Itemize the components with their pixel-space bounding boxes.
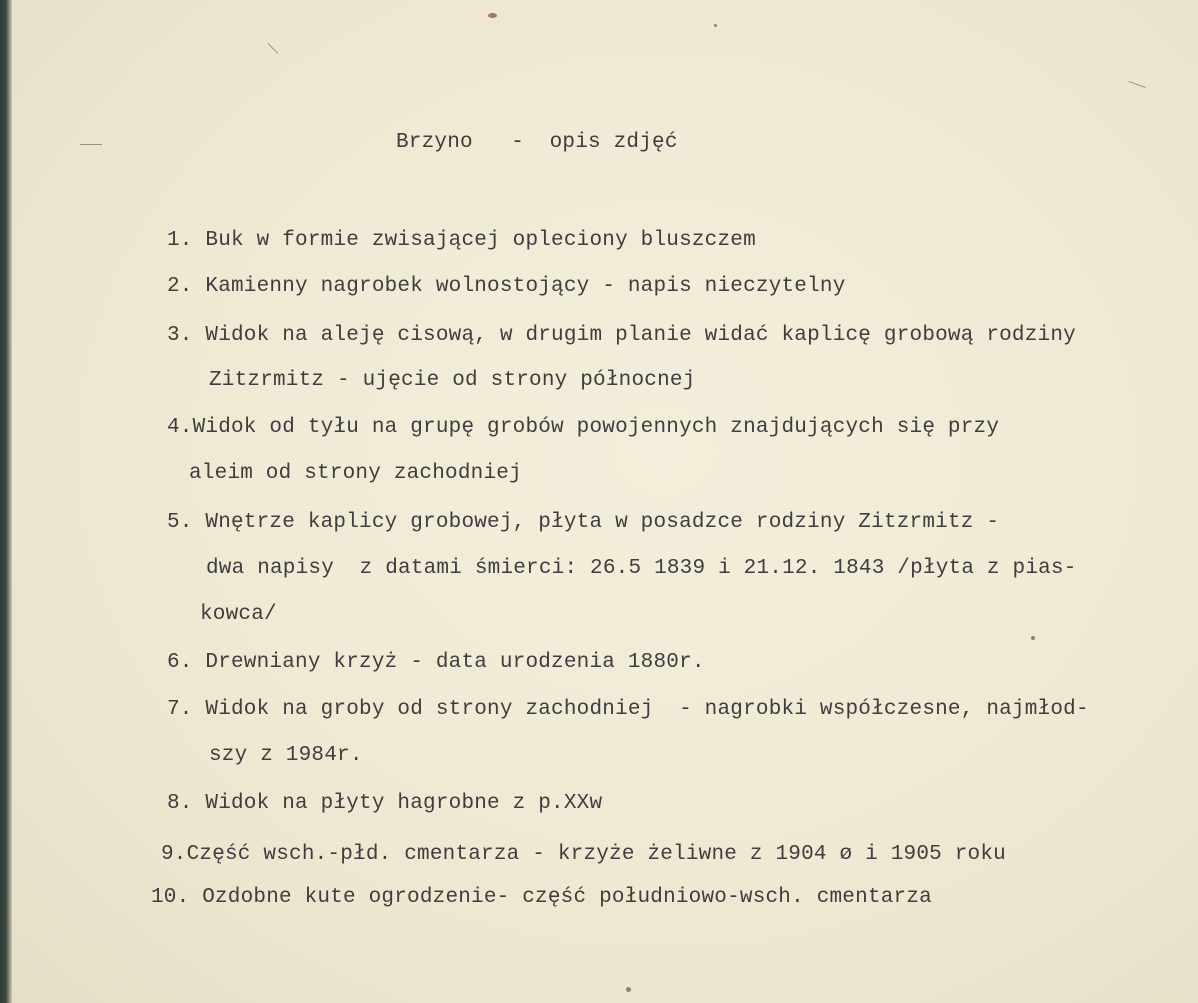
document-title: Brzyno - opis zdjęć — [396, 131, 678, 154]
list-item-7: 7. Widok na groby od strony zachodniej - nagrobki współczesne, najmłod- — [167, 698, 1089, 721]
paper-speck — [626, 987, 631, 992]
list-item-6: 6. Drewniany krzyż - data urodzenia 1880r. — [167, 651, 705, 674]
list-item-5-continuation: dwa napisy z datami śmierci: 26.5 1839 i 21.12. 1843 /płyta z pias- — [206, 557, 1077, 580]
list-item-1: 1. Buk w formie zwisającej opleciony bluszczem — [167, 229, 756, 252]
paper-mark — [268, 43, 279, 54]
list-item-4: 4.Widok od tyłu na grupę grobów powojennych znajdujących się przy — [167, 416, 1000, 439]
list-item-8: 8. Widok na płyty hagrobne z p.XXw — [167, 792, 603, 815]
paper-speck — [1031, 636, 1035, 640]
paper-speck — [488, 13, 497, 18]
list-item-3-continuation: Zitzrmitz - ujęcie od strony północnej — [209, 369, 696, 392]
list-item-7-continuation: szy z 1984r. — [209, 744, 363, 767]
paper-mark — [80, 144, 102, 145]
list-item-9: 9.Część wsch.-płd. cmentarza - krzyże żeliwne z 1904 ø i 1905 roku — [161, 843, 1006, 866]
list-item-5-continuation: kowca/ — [200, 603, 277, 626]
list-item-2: 2. Kamienny nagrobek wolnostojący - napis nieczytelny — [167, 275, 846, 298]
list-item-4-continuation: aleim od strony zachodniej — [189, 462, 522, 485]
list-item-3: 3. Widok na aleję cisową, w drugim planie widać kaplicę grobową rodziny — [167, 324, 1076, 347]
list-item-5: 5. Wnętrze kaplicy grobowej, płyta w posadzce rodziny Zitzrmitz - — [167, 511, 1000, 534]
list-item-10: 10. Ozdobne kute ogrodzenie- część południowo-wsch. cmentarza — [151, 886, 932, 909]
scan-border — [0, 0, 12, 1003]
paper-mark — [1128, 81, 1145, 88]
paper-speck — [714, 24, 717, 27]
